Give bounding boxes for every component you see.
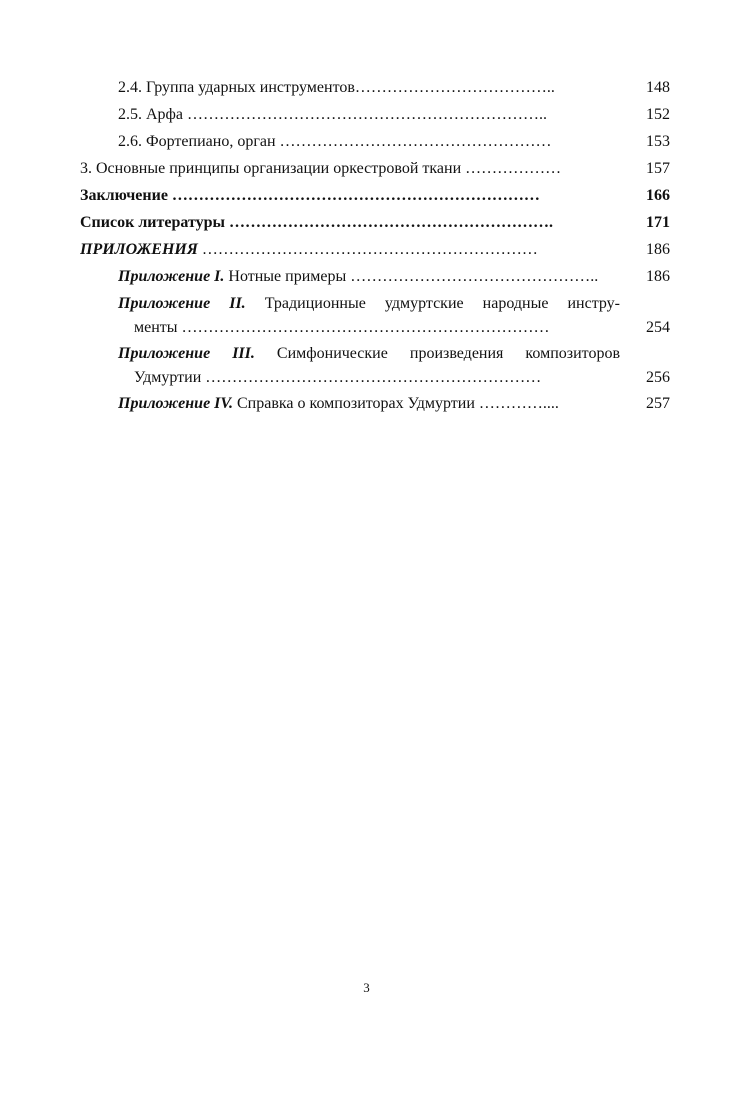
toc-entry-2-6 bbox=[80, 128, 670, 155]
appendix-title-line2 bbox=[118, 316, 670, 340]
toc-entry-2-4 bbox=[80, 74, 670, 101]
toc-entry-appendices bbox=[80, 236, 670, 263]
toc-entry-text: Заключение …………………………………………………………… bbox=[80, 187, 540, 204]
appendix-label: Приложение III. bbox=[118, 345, 255, 362]
toc-appendix-2 bbox=[80, 292, 670, 340]
appendix-title: Нотные примеры ……………………………………….. bbox=[224, 268, 599, 285]
toc-entry-page: 157 bbox=[646, 160, 670, 177]
appendix-title-line1 bbox=[118, 342, 670, 366]
toc-entry-text: 2.4. Группа ударных инструментов……………………………….. bbox=[118, 79, 555, 96]
toc-entry-page: 166 bbox=[646, 187, 670, 204]
toc-entry-3 bbox=[80, 155, 670, 182]
toc-entry-text: Список литературы ……………………………………………………. bbox=[80, 214, 553, 231]
toc-entry-page: 186 bbox=[646, 268, 670, 285]
toc-entry-dots: ……………………………………………………… bbox=[197, 241, 538, 258]
appendix-title: Традиционные удмуртские народные инстру- bbox=[245, 295, 620, 312]
toc-entry-text bbox=[118, 263, 630, 290]
toc-entry-text bbox=[118, 390, 630, 417]
appendix-title-line2 bbox=[118, 366, 670, 390]
toc-entry-text bbox=[80, 236, 630, 263]
toc-entry-page: 153 bbox=[646, 133, 670, 150]
toc-entry-page: 171 bbox=[646, 214, 670, 231]
toc-entry-text: 2.6. Фортепиано, орган …………………………………………… bbox=[118, 133, 552, 150]
toc-entry-heading: ПРИЛОЖЕНИЯ bbox=[80, 241, 198, 258]
table-of-contents bbox=[80, 74, 670, 417]
appendix-label: Приложение IV. bbox=[118, 395, 233, 412]
toc-appendix-4 bbox=[80, 390, 670, 417]
page-number: 3 bbox=[363, 980, 370, 995]
toc-entry-page: 152 bbox=[646, 106, 670, 123]
appendix-title-continued: Удмуртии ……………………………………………………… bbox=[134, 369, 542, 386]
toc-entry-page: 256 bbox=[646, 369, 670, 386]
toc-entry-conclusion bbox=[80, 182, 670, 209]
toc-entry-page: 148 bbox=[646, 79, 670, 96]
toc-entry-2-5 bbox=[80, 101, 670, 128]
toc-appendix-3 bbox=[80, 342, 670, 390]
appendix-title-continued: менты …………………………………………………………… bbox=[134, 319, 550, 336]
toc-entry-page: 186 bbox=[646, 241, 670, 258]
toc-appendix-1 bbox=[80, 263, 670, 290]
toc-entry-text: 2.5. Арфа ………………………………………………………….. bbox=[118, 106, 548, 123]
toc-entry-page: 257 bbox=[646, 395, 670, 412]
appendix-title: Симфонические произведения композиторов bbox=[254, 345, 620, 362]
toc-entry-bibliography bbox=[80, 209, 670, 236]
appendix-label: Приложение I. bbox=[118, 268, 225, 285]
toc-entry-page: 254 bbox=[646, 319, 670, 336]
appendix-title: Справка о композиторах Удмуртии ………….... bbox=[233, 395, 559, 412]
toc-entry-text: 3. Основные принципы организации оркестровой ткани ……………… bbox=[80, 160, 562, 177]
appendix-title-line1 bbox=[118, 292, 670, 316]
appendix-label: Приложение II. bbox=[118, 295, 246, 312]
